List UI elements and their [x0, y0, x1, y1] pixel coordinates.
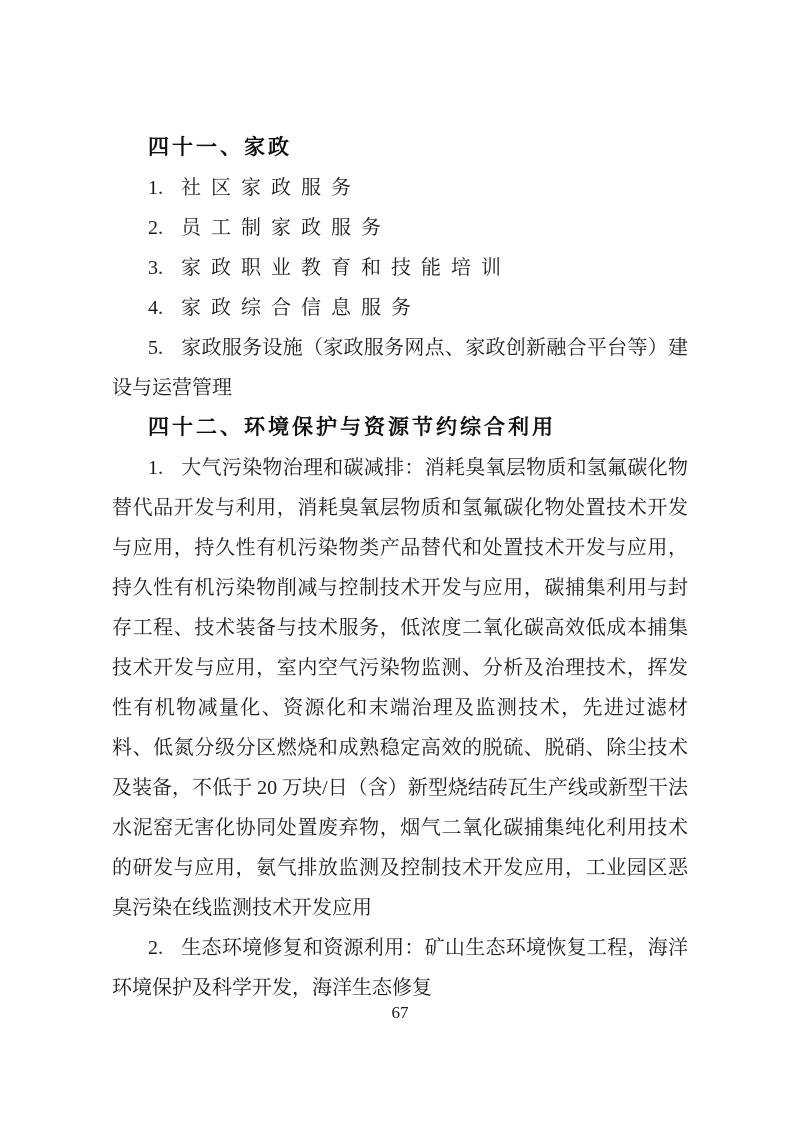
item-text: 社区家政服务	[181, 177, 361, 199]
item-text: 家政服务设施（家政服务网点、家政创新融合平台等）建设与运营管理	[112, 337, 688, 399]
item-number: 5.	[148, 337, 163, 359]
item-number: 2.	[148, 937, 163, 959]
list-item-5	[112, 328, 688, 408]
item-number: 4.	[148, 297, 163, 319]
item-text: 家政职业教育和技能培训	[181, 257, 511, 279]
section-41-heading: 四十一、家政	[148, 136, 292, 159]
item-number: 2.	[148, 217, 163, 239]
item-number: 3.	[148, 257, 163, 279]
item-text: 员工制家政服务	[181, 217, 391, 239]
item-text: 大气污染物治理和碳减排：消耗臭氧层物质和氢氟碳化物替代品开发与利用，消耗臭氧层物质和氢氟碳化物处置技术开发与应用，持久性有机污染物类产品替代和处置技术开发与应用，持久性有机污染物削减与控制技术开发与应用，碳捕集利用与封存工程、技术装备与技术服务，低浓度二氧化碳高效低成本捕集技术开发与应用，室内空气污染物监测、分析及治理技术，挥发性有机物减量化、资源化和末端治理及监测技术，先进过滤材料、低氮分级分区燃烧和成熟稳定高效的脱硫、脱硝、除尘技术及装备，不低于 20 万块/日（含）新型烧结砖瓦生产线或新型干法水泥窑无害化协同处置废弃物，烟气二氧化碳捕集纯化利用技术的研发与应用，氨气排放监测及控制技术开发应用，工业园区恶臭污染在线监测技术开发应用	[112, 457, 688, 919]
section-42-heading: 四十二、环境保护与资源节约综合利用	[148, 416, 556, 439]
page-content	[112, 128, 688, 1008]
list-item-1	[112, 168, 688, 208]
paragraph-1	[112, 448, 688, 928]
list-item-2	[112, 208, 688, 248]
item-number: 1.	[148, 457, 163, 479]
list-item-4	[112, 288, 688, 328]
item-text: 家政综合信息服务	[181, 297, 421, 319]
list-item-3	[112, 248, 688, 288]
paragraph-2	[112, 928, 688, 1008]
item-text: 生态环境修复和资源利用：矿山生态环境恢复工程，海洋环境保护及科学开发，海洋生态修复	[112, 937, 688, 999]
page-number: 67	[391, 1003, 409, 1022]
item-number: 1.	[148, 177, 163, 199]
